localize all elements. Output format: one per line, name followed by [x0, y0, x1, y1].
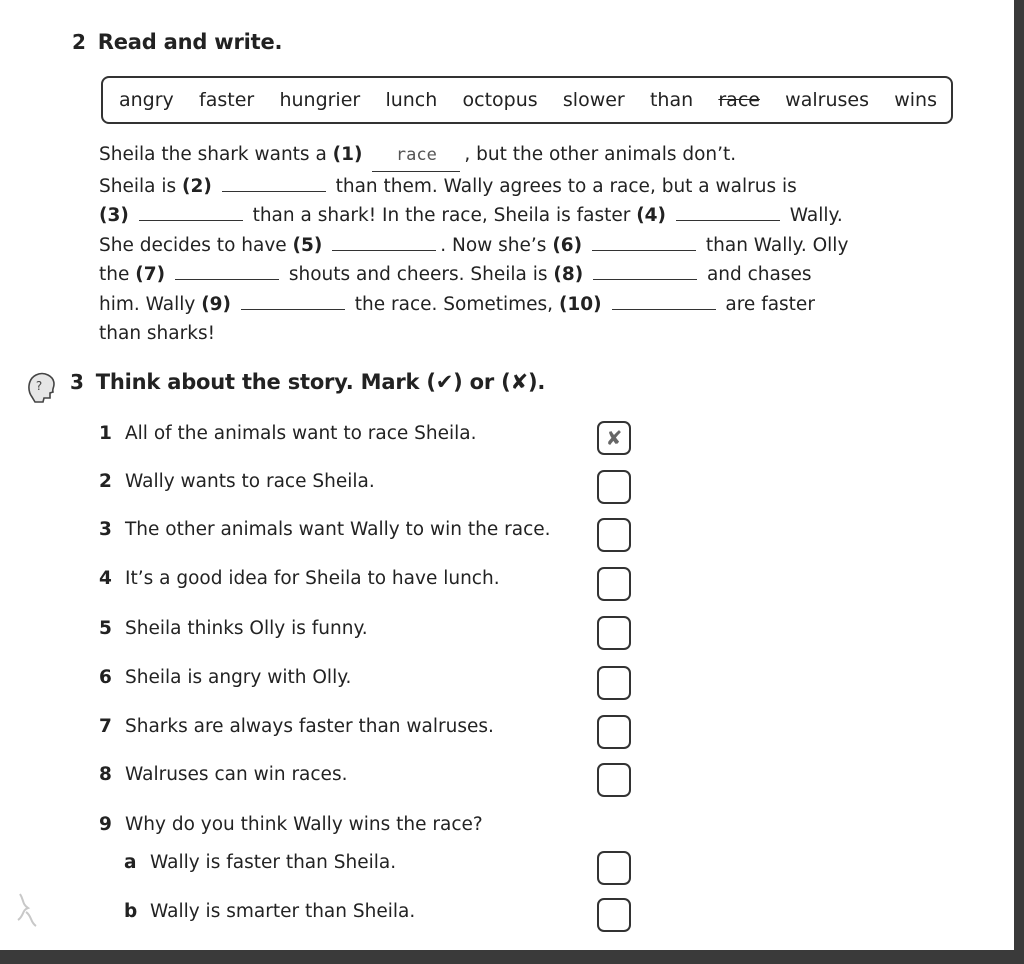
gap-number: (1) — [332, 144, 363, 165]
answer-box-9b[interactable] — [597, 898, 631, 932]
exercise-3-number: 3 — [70, 370, 84, 394]
gap-3-blank[interactable] — [139, 202, 243, 221]
exercise-3-heading — [70, 370, 545, 394]
answer-box-1[interactable]: ✘ — [597, 421, 631, 455]
story-line — [99, 260, 899, 290]
gap-number: (10) — [558, 293, 602, 315]
question-text: Wally is faster than Sheila. — [150, 852, 397, 873]
story-text: Wally. — [789, 205, 843, 226]
question-row-7 — [99, 716, 494, 737]
story-line — [99, 172, 899, 202]
question-number: 9 — [99, 814, 112, 835]
story-text: than them. Wally agrees to a race, but a walrus is — [335, 175, 797, 197]
story-text: the — [99, 264, 136, 285]
page-edge-right — [1014, 0, 1024, 964]
word-bank — [101, 76, 953, 124]
story-paragraph — [99, 140, 899, 349]
question-row-1 — [99, 423, 477, 444]
word-hungrier: hungrier — [279, 89, 361, 111]
story-text: are faster — [725, 293, 815, 315]
gap-4-blank[interactable] — [676, 202, 780, 221]
gap-7-blank[interactable] — [175, 261, 279, 280]
question-text: The other animals want Wally to win the race. — [125, 519, 551, 540]
question-row-3 — [99, 519, 551, 540]
question-text: It’s a good idea for Sheila to have lunch. — [125, 568, 500, 589]
gap-number: (5) — [292, 234, 323, 256]
gap-8-blank[interactable] — [593, 261, 697, 280]
question-row-9 — [99, 814, 483, 835]
answer-box-7[interactable] — [597, 715, 631, 749]
exercise-2-title: Read and write. — [97, 30, 283, 54]
gap-2-blank[interactable] — [222, 173, 326, 192]
question-number: 1 — [99, 423, 112, 444]
question-text: Sharks are always faster than walruses. — [125, 716, 494, 737]
answer-box-4[interactable] — [597, 567, 631, 601]
gap-number: (7) — [135, 264, 166, 285]
gap-number: (8) — [553, 264, 584, 285]
question-text: Sheila thinks Olly is funny. — [125, 618, 368, 639]
gap-number: (9) — [201, 293, 231, 315]
answer-box-8[interactable] — [597, 763, 631, 797]
gap-6-blank[interactable] — [592, 232, 696, 251]
question-row-4 — [99, 568, 500, 589]
question-number: 3 — [99, 519, 112, 540]
answer-box-9a[interactable] — [597, 851, 631, 885]
story-text: shouts and cheers. Sheila is — [288, 264, 554, 285]
question-row-6 — [99, 667, 351, 688]
story-text: Sheila is — [99, 175, 183, 197]
question-text: Wally is smarter than Sheila. — [150, 901, 416, 922]
question-number: 7 — [99, 716, 112, 737]
answer-box-5[interactable] — [597, 616, 631, 650]
question-text: Wally wants to race Sheila. — [125, 471, 375, 492]
story-text: than Wally. Olly — [705, 234, 849, 256]
story-text: . Now she’s — [440, 234, 553, 256]
thinking-head-icon — [24, 370, 58, 404]
story-line — [99, 140, 899, 172]
story-line — [99, 290, 899, 320]
gap-9-blank[interactable] — [241, 291, 345, 310]
answer-box-2[interactable] — [597, 470, 631, 504]
svg-text:?: ? — [35, 379, 43, 393]
word-slower: slower — [562, 89, 625, 111]
story-line — [99, 319, 899, 349]
question-row-8 — [99, 764, 347, 785]
exercise-2-heading — [72, 30, 282, 54]
story-text: , but the other animals don’t. — [464, 144, 737, 165]
story-line — [99, 231, 899, 261]
exercise-2-number: 2 — [72, 30, 86, 54]
question-number: 4 — [99, 568, 112, 589]
word-octopus: octopus — [462, 89, 538, 111]
word-than: than — [649, 89, 694, 111]
story-text: him. Wally — [99, 293, 202, 315]
page-edge-bottom — [0, 950, 1024, 964]
gap-5-blank[interactable] — [332, 232, 436, 251]
question-text: Why do you think Wally wins the race? — [125, 814, 483, 835]
word-faster: faster — [199, 89, 255, 111]
word-race-crossed: race — [718, 89, 760, 111]
gap-1-answer[interactable]: race — [372, 141, 460, 172]
gap-number: (4) — [636, 205, 667, 226]
answer-box-6[interactable] — [597, 666, 631, 700]
question-number: 6 — [99, 667, 112, 688]
word-lunch: lunch — [385, 89, 438, 111]
story-text: and chases — [706, 264, 812, 285]
gap-number: (2) — [182, 175, 212, 197]
story-text: She decides to have — [99, 234, 293, 256]
word-angry: angry — [119, 89, 174, 111]
exercise-3-title: Think about the story. Mark (✔) or (✘). — [95, 370, 546, 394]
question-text: All of the animals want to race Sheila. — [125, 423, 477, 444]
question-text: Walruses can win races. — [125, 764, 348, 785]
question-row-9b — [124, 901, 415, 922]
word-walruses: walruses — [785, 89, 869, 111]
story-text: than sharks! — [99, 323, 215, 344]
question-row-2 — [99, 471, 375, 492]
decorative-leaf-icon — [12, 890, 42, 930]
story-text: than a shark! In the race, Sheila is faster — [252, 205, 637, 226]
question-number: a — [124, 852, 137, 873]
question-number: 2 — [99, 471, 112, 492]
question-text: Sheila is angry with Olly. — [125, 667, 352, 688]
gap-number: (3) — [99, 205, 129, 226]
answer-box-3[interactable] — [597, 518, 631, 552]
story-line — [99, 201, 899, 231]
question-number: b — [124, 901, 138, 922]
story-text: the race. Sometimes, — [354, 293, 559, 315]
question-row-5 — [99, 618, 368, 639]
story-text: Sheila the shark wants a — [99, 144, 333, 165]
question-number: 8 — [99, 764, 112, 785]
question-number: 5 — [99, 618, 112, 639]
question-row-9a — [124, 852, 396, 873]
gap-number: (6) — [552, 234, 583, 256]
word-wins: wins — [894, 89, 937, 111]
gap-10-blank[interactable] — [612, 291, 716, 310]
